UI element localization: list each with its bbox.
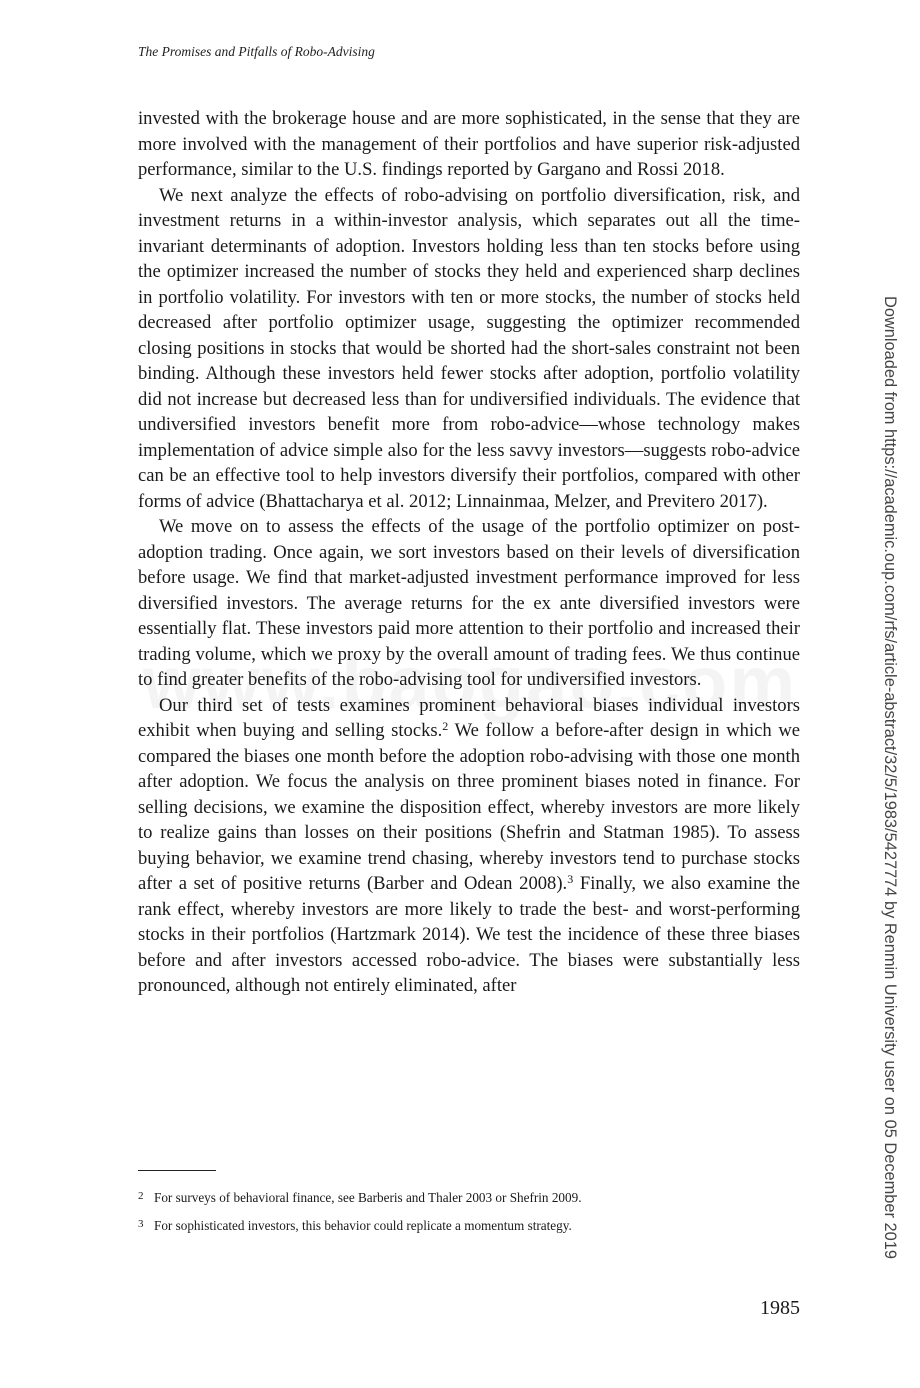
footnote-2 [138,1188,818,1206]
footnote-ref-3[interactable]: 3 [567,872,574,886]
paragraph-3: We move on to assess the effects of the usage of the portfolio optimizer on post-adoption trading. Once again, we sort investors based on their levels of diversification before usage. We find that market-adjusted investment performance improved for less diversified investors. The average returns for the ex ante diversified investors were essentially flat. These investors paid more attention to their portfolio and increased their trading volume, which we proxy by the overall amount of trading fees. We thus continue to find greater benefits of the robo-advising tool for undiversified investors. [138,516,800,690]
paragraph-1: invested with the brokerage house and are more sophisticated, in the sense that they are more involved with the management of their portfolios and have superior risk-adjusted performance, similar to the U.S. findings reported by Gargano and Rossi 2018. [138,108,800,180]
footnote-3-text: For sophisticated investors, this behavior could replicate a momentum strategy. [154,1218,572,1233]
body-text [138,106,800,999]
running-title: The Promises and Pitfalls of Robo-Advising [138,44,375,59]
footnote-divider [138,1170,216,1171]
paragraph-2: We next analyze the effects of robo-advising on portfolio diversification, risk, and investment returns in a within-investor analysis, which separates out all the time-invariant determinants of adoption. Investors holding less than ten stocks before using the optimizer increased the number of stocks they held and experienced sharp declines in portfolio volatility. For investors with ten or more stocks, the number of stocks held decreased after portfolio optimizer usage, suggesting the optimizer recommended closing positions in stocks that would be shorted had the short-sales constraint not been binding. Although these investors held fewer stocks after adoption, portfolio volatility did not increase but decreased less than for undiversified individuals. The evidence that undiversified investors benefit more from robo-advice—whose technology makes implementation of advice simple also for the less savvy investors—suggests robo-advice can be an effective tool to help investors diversify their portfolios, compared with other forms of advice (Bhattacharya et al. 2012; Linnainmaa, Melzer, and Previtero 2017). [138,184,800,512]
paragraph-4 [138,693,800,999]
page-number: 1985 [760,1297,800,1319]
paragraph-4-part-1: Our third set of tests examines prominent behavioral biases individual investors exhibit when buying and selling stocks. [138,694,800,741]
footnote-2-text: For surveys of behavioral finance, see Barberis and Thaler 2003 or Shefrin 2009. [154,1190,582,1205]
footnote-ref-2[interactable]: 2 [442,719,449,733]
paragraph-4-part-2: We follow a before-after design in which we compared the biases one month before the adoption robo-advising with those one month after adoption. We focus the analysis on three prominent biases noted in finance. For selling decisions, we examine the disposition effect, whereby investors are more likely to realize gains than losses on their positions (Shefrin and Statman 1985). To assess buying behavior, we examine trend chasing, whereby investors tend to purchase stocks after a set of positive returns (Barber and Odean 2008). [138,720,800,894]
download-side-note: Downloaded from https://academic.oup.com/rfs/article-abstract/32/5/1983/5427774 by Renmin University user on 05 December 2019 [881,296,899,1259]
footnote-3-number: 3 [138,1218,144,1230]
footnote-2-number: 2 [138,1190,144,1202]
paragraph-4-part-3: Finally, we also examine the rank effect, whereby investors are more likely to trade the best- and worst-performing stocks in their portfolios (Hartzmark 2014). We test the incidence of these three biases before and after investors accessed robo-advice. The biases were substantially less pronounced, although not entirely eliminated, after [138,873,800,996]
footnote-3 [138,1216,818,1234]
